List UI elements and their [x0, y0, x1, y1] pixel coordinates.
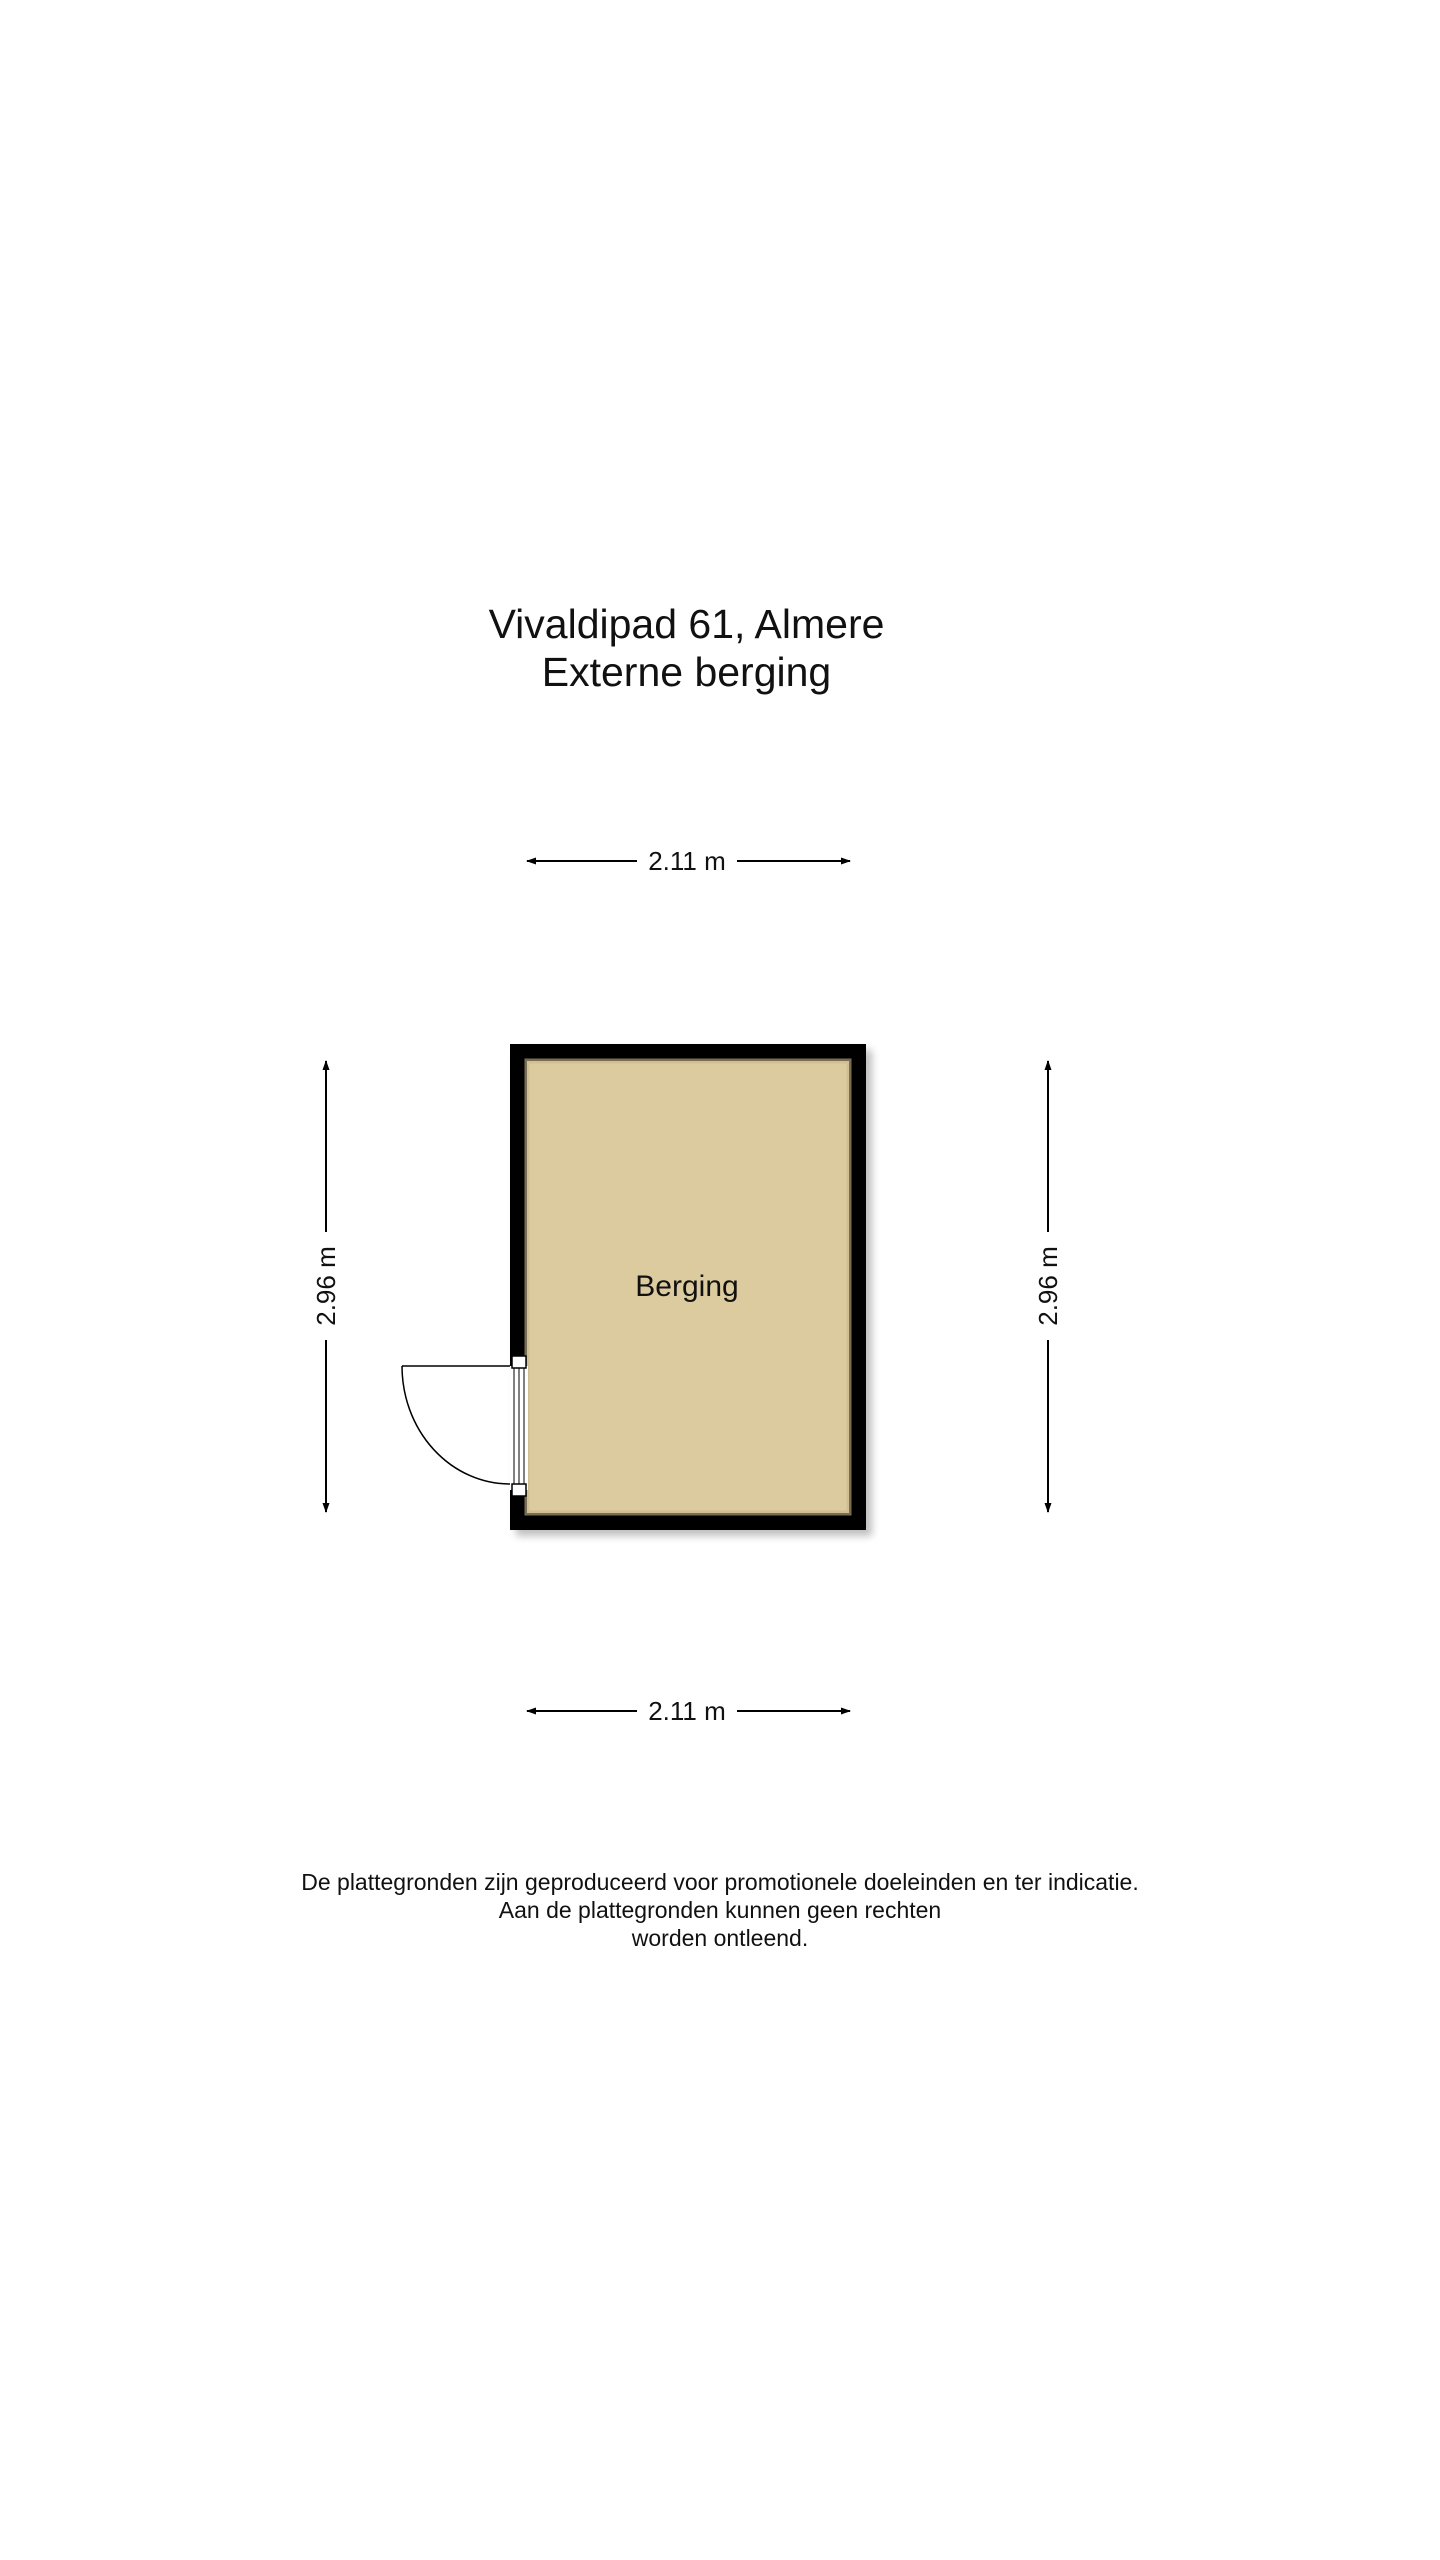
bottom-width-dimension	[527, 1696, 850, 1726]
bottom-width-label: 2.11 m	[648, 1696, 726, 1726]
left-height-dimension	[311, 1061, 341, 1512]
left-height-label: 2.96 m	[311, 1246, 341, 1326]
room-label-berging: Berging	[635, 1270, 739, 1303]
right-height-label: 2.96 m	[1033, 1246, 1063, 1326]
door-jamb-top	[512, 1356, 526, 1368]
address-title: Vivaldipad 61, Almere	[488, 601, 885, 647]
door-swing	[402, 1366, 510, 1484]
disclaimer-line: worden ontleend.	[631, 1925, 809, 1951]
disclaimer	[0, 1868, 1440, 1952]
space-subtitle: Externe berging	[541, 649, 832, 695]
disclaimer-line: Aan de plattegronden kunnen geen rechten	[498, 1897, 942, 1923]
door-jamb-bottom	[512, 1484, 526, 1496]
disclaimer-line: De plattegronden zijn geproduceerd voor promotionele doeleinden en ter indicatie.	[301, 1869, 1139, 1895]
door-arc	[402, 1366, 510, 1484]
right-height-dimension	[1033, 1061, 1063, 1512]
top-width-dimension	[527, 846, 850, 876]
top-width-label: 2.11 m	[648, 846, 726, 876]
